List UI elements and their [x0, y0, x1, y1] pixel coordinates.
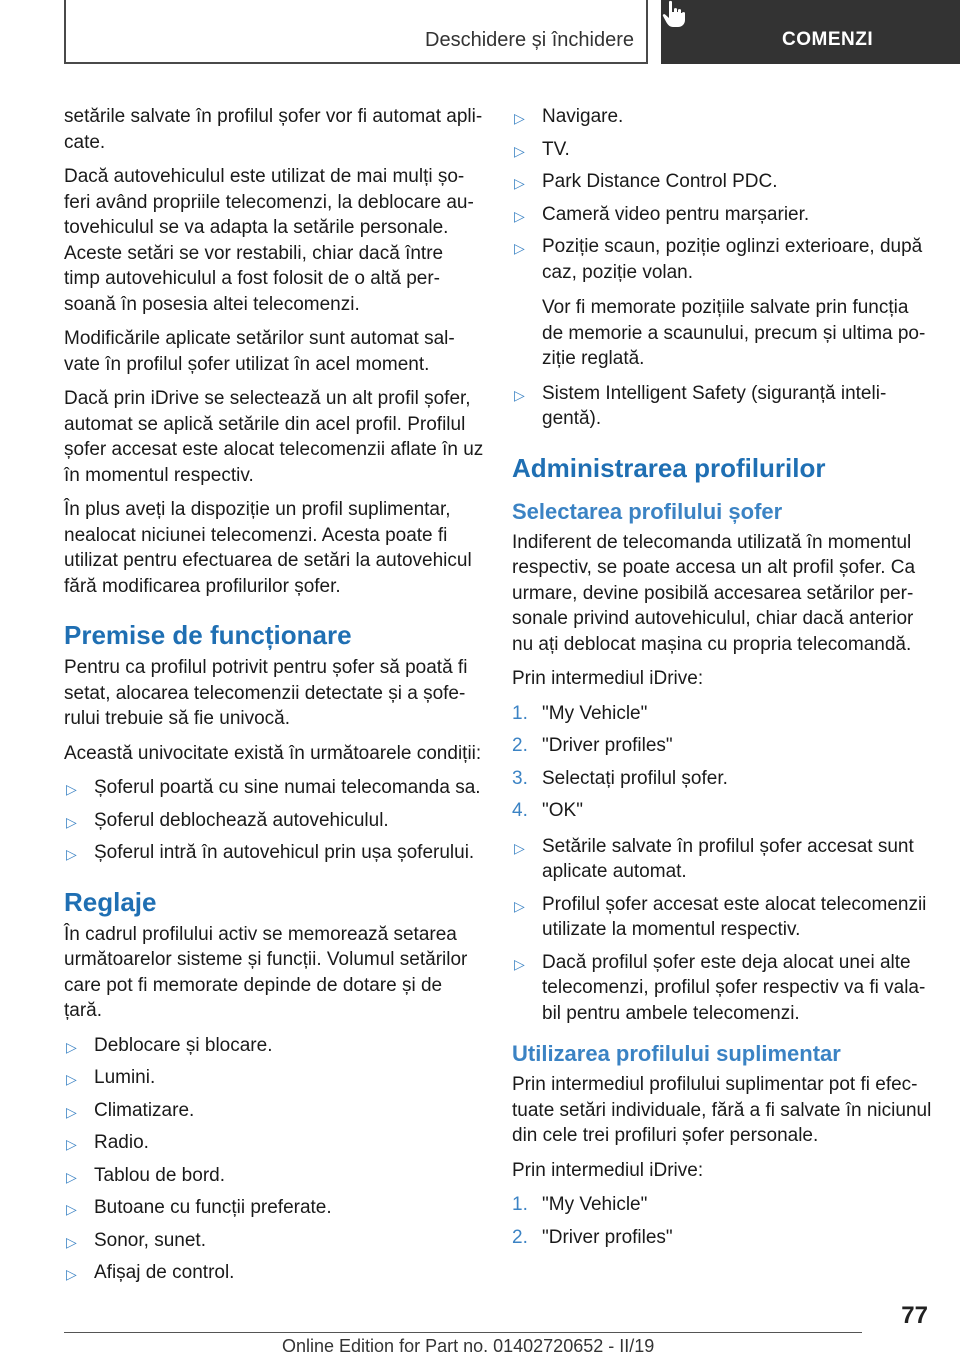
header-section-box	[64, 0, 648, 64]
triangle-bullet-icon: ▷	[66, 1168, 77, 1185]
step-item: 1. "My Vehicle"	[512, 1194, 648, 1215]
list-item: ▷ Butoane cu funcții preferate.	[64, 1195, 484, 1221]
list-item: ▷ Navigare.	[512, 104, 932, 130]
header-chapter-title: COMENZI	[782, 29, 874, 50]
list-item: ▷ Lumini.	[64, 1065, 484, 1091]
triangle-bullet-icon: ▷	[66, 1103, 77, 1120]
settings-list	[64, 1033, 484, 1286]
list-item: ▷ Cameră video pentru marșarier.	[512, 202, 932, 228]
header-chapter-box	[661, 0, 960, 64]
paragraph: Pentru ca profilul potrivit pentru șofer să poată fi setat, alocarea telecomenzii detectate și a șofe-rului trebuie să fie univocă.	[64, 657, 468, 729]
paragraph: Această univocitate există în următoarele condiții:	[64, 742, 482, 764]
right-column	[512, 104, 932, 1260]
paragraph: În plus aveți la dispoziție un profil suplimentar, nealocat niciunei telecomenzi. Acesta poate fi utilizat pentru efectuarea de setări la autovehicul fără modificarea profilurilor șofer.	[64, 499, 472, 597]
triangle-bullet-icon: ▷	[66, 1038, 77, 1055]
paragraph: Dacă autovehiculul este utilizat de mai mulți șo-feri având propriile telecomenzi, la deblocare au-tovehiculul se va adapta la setările personale. Aceste setări se vor restabili, chiar dacă între timp autovehiculul a fost folosit de o altă per-soană în posesia altei telecomenzi.	[64, 166, 474, 315]
triangle-bullet-icon: ▷	[66, 813, 77, 830]
triangle-bullet-icon: ▷	[66, 781, 77, 797]
step-item: 4. "OK"	[512, 800, 583, 821]
heading-reglaje: Reglaje	[64, 886, 157, 917]
list-item: ▷ Dacă profilul șofer este deja alocat unei alte telecomenzi, profilul șofer respectiv va fi vala-bil pentru ambele telecomenzi.	[514, 951, 926, 1024]
results-list	[512, 834, 932, 1027]
page-number: 77	[901, 1302, 928, 1329]
heading-premise: Premise de funcționare	[64, 620, 352, 650]
paragraph: Dacă prin iDrive se selectează un alt profil șofer, automat se aplică setările din acel profil. Profilul șofer accesat este alocat telecomenzii aflate în uz în momentul respectiv.	[64, 388, 484, 486]
list-item: ▷ Șoferul deblochează autovehiculul.	[64, 808, 484, 834]
triangle-bullet-icon: ▷	[514, 175, 525, 191]
list-item: ▷ Șoferul intră în autovehicul prin ușa șoferului.	[64, 840, 484, 866]
paragraph: Prin intermediul profilului suplimentar pot fi efec-tuate setări individuale, fără a fi salvate în niciunul din cele trei profiluri șofer personale.	[512, 1074, 932, 1146]
list-item: ▷ Profilul șofer accesat este alocat telecomenzii utilizate la momentul respectiv.	[514, 893, 927, 940]
settings-list-continued	[512, 104, 932, 285]
subheading-select: Selectarea profilului șofer	[512, 498, 783, 524]
list-item: ▷ TV.	[512, 137, 932, 163]
step-item: 2. "Driver profiles"	[512, 735, 673, 756]
footer-edition: Online Edition for Part no. 01402720652 - II/19	[282, 1336, 655, 1356]
paragraph: Modificările aplicate setărilor sunt automat sal-vate în profilul șofer utilizat în acel moment.	[64, 328, 455, 375]
paragraph: setările salvate în profilul șofer vor fi automat apli-cate.	[64, 106, 483, 153]
triangle-bullet-icon: ▷	[514, 110, 525, 126]
triangle-bullet-icon: ▷	[66, 1266, 77, 1282]
paragraph: Indiferent de telecomanda utilizată în momentul respectiv, se poate accesa un alt profil șofer. Ca urmare, devine posibilă accesarea setărilor per-sonale privind autovehiculul, chiar dacă anterior nu ați deblocat mașina cu propria telecomandă.	[512, 531, 916, 655]
settings-list-last	[512, 381, 932, 432]
paragraph: Prin intermediul iDrive:	[512, 668, 704, 689]
heading-admin: Administrarea profilurilor	[512, 452, 826, 483]
list-item: ▷ Poziție scaun, poziție oglinzi exterioare, după caz, poziție volan.	[514, 236, 923, 283]
paragraph: În cadrul profilului activ se memorează setarea următoarelor sisteme și funcții. Volumul setărilor care pot fi memorate depinde de dotare și de țară.	[64, 923, 468, 1021]
list-item: ▷ Park Distance Control PDC.	[512, 169, 932, 195]
list-item: ▷ Climatizare.	[64, 1098, 484, 1124]
paragraph: Prin intermediul iDrive:	[512, 1159, 704, 1181]
triangle-bullet-icon: ▷	[514, 142, 525, 159]
list-item: ▷ Radio.	[64, 1130, 484, 1156]
list-item: ▷ Sistem Intelligent Safety (siguranță inteli-gentă).	[514, 382, 887, 429]
step-item: 1. "My Vehicle"	[512, 702, 648, 724]
list-item: ▷ Șoferul poartă cu sine numai telecomanda sa.	[64, 775, 484, 801]
header-section-title: Deschidere și închidere	[425, 29, 634, 51]
list-item: ▷ Afișaj de control.	[64, 1260, 484, 1286]
step-item: 2. "Driver profiles"	[512, 1226, 673, 1248]
triangle-bullet-icon: ▷	[514, 207, 525, 224]
triangle-bullet-icon: ▷	[514, 955, 525, 972]
triangle-bullet-icon: ▷	[66, 1201, 77, 1217]
list-item: ▷ Setările salvate în profilul șofer accesat sunt aplicate automat.	[514, 835, 914, 882]
steps-list-2	[512, 1192, 932, 1250]
triangle-bullet-icon: ▷	[514, 386, 525, 403]
conditions-list	[64, 775, 484, 866]
hand-pointer-icon	[661, 0, 687, 28]
list-item: ▷ Tablou de bord.	[64, 1163, 484, 1189]
triangle-bullet-icon: ▷	[514, 897, 525, 914]
triangle-bullet-icon: ▷	[66, 1136, 77, 1152]
triangle-bullet-icon: ▷	[66, 1233, 77, 1250]
triangle-bullet-icon: ▷	[66, 1071, 77, 1087]
triangle-bullet-icon: ▷	[514, 240, 525, 256]
footer-divider	[64, 1332, 862, 1333]
left-column	[64, 104, 484, 1296]
triangle-bullet-icon: ▷	[514, 839, 525, 856]
steps-list	[512, 701, 932, 824]
list-note: Vor fi memorate pozițiile salvate prin funcția de memorie a scaunului, precum și ultima po-ziție reglată.	[542, 297, 926, 369]
list-item: ▷ Deblocare și blocare.	[64, 1033, 484, 1059]
subheading-supl: Utilizarea profilului suplimentar	[512, 1041, 841, 1066]
list-item: ▷ Sonor, sunet.	[64, 1228, 484, 1254]
step-item: 3. Selectați profilul șofer.	[512, 767, 728, 789]
triangle-bullet-icon: ▷	[66, 846, 77, 862]
